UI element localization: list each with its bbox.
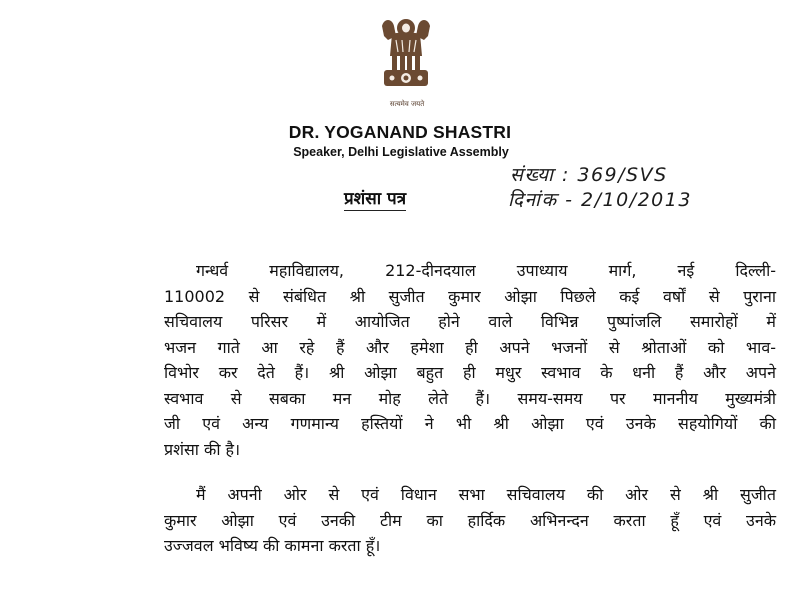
paragraph-line: कुमार ओझा एवं उनकी टीम का हार्दिक अभिनन्दन करता हूँ एवं उनके	[164, 510, 776, 530]
paragraph-line: प्रशंसा की है।	[164, 439, 241, 459]
paragraph-line: विभोर कर देते हैं। श्री ओझा बहुत ही मधुर स्वभाव के धनी हैं और अपने	[164, 363, 776, 382]
paragraph-line: स्वभाव से सबका मन मोह लेते हैं। समय-समय पर माननीय मुख्यमंत्री	[164, 388, 776, 408]
paragraph-1	[164, 258, 776, 462]
speaker-name: DR. YOGANAND SHASTRI	[288, 122, 512, 142]
paragraph-line: 110002 से संबंधित श्री सुजीत कुमार ओझा पिछले कई वर्षों से पुराना	[164, 286, 776, 306]
paragraph-line: मैं अपनी ओर से एवं विधान सभा सचिवालय की ओर से श्री सुजीत	[196, 485, 776, 504]
handwritten-reference	[510, 163, 692, 213]
state-emblem-icon	[378, 12, 434, 90]
paragraph-line: उज्जवल भविष्य की कामना करता हूँ।	[164, 536, 381, 555]
paragraph-2	[164, 482, 776, 559]
speaker-designation: Speaker, Delhi Legislative Assembly	[293, 145, 509, 159]
reference-date: दिनांक - 2/10/2013	[508, 189, 692, 211]
paragraph-line: भजन गाते आ रहे हैं और हमेशा ही अपने भजनों से श्रोताओं को भाव-	[164, 337, 776, 357]
reference-number: संख्या : 369/SVS	[510, 164, 668, 186]
paragraph-line: जी एवं अन्य गणमान्य हस्तियों ने भी श्री ओझा एवं उनके सहयोगियों की	[164, 414, 776, 433]
letter-title: प्रशंसा पत्र	[344, 186, 406, 211]
emblem-motto: सत्यमेव जयते	[389, 100, 425, 108]
paragraph-line: गन्धर्व महाविद्यालय, 212-दीनदयाल उपाध्याय मार्ग, नई दिल्ली-	[196, 261, 776, 280]
state-emblem	[378, 12, 434, 100]
paragraph-line: सचिवालय परिसर में आयोजित होने वाले विभिन्न पुष्पांजलि समारोहों में	[164, 312, 776, 331]
